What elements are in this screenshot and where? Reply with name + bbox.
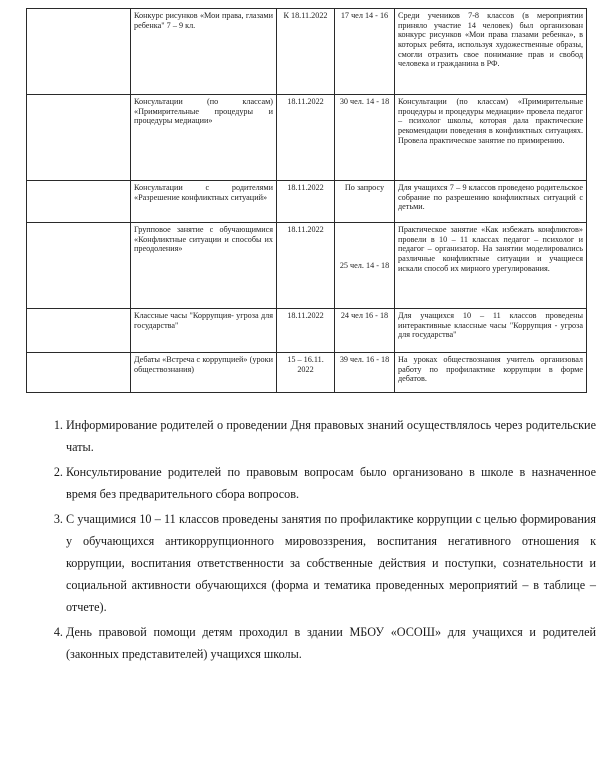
participants-cell: 24 чел 16 - 18 [335,309,395,353]
result-cell: Практическое занятие «Как избежать конфликтов» провели в 10 – 11 классах педагог – психолог и педагог – организатор. На занятии моделировались различные конфликтные ситуации и учащиеся искали способ их мирного урегулирования. [395,223,587,309]
event-cell: Классные часы "Коррупция- угроза для государства" [131,309,277,353]
date-cell: К 18.11.2022 [277,9,335,95]
event-cell: Групповое занятие с обучающимися «Конфликтные ситуации и способы их преодоления» [131,223,277,309]
list-item: 3. С учащимися 10 – 11 классов проведены занятия по профилактике коррупции с целью формирования у обучающихся антикоррупционного мировоззрения, воспитания негативного отношения к коррупции, воспитания ответственности за собственные действия и поступки, сознательности и социальной активности обучающихся (форма и тематика проведенных мероприятий – в таблице – отчете). [66,508,596,618]
result-cell: Для учащихся 10 – 11 классов проведены интерактивные классные часы "Коррупция - угроза для государства" [395,309,587,353]
empty-cell [27,353,131,393]
empty-cell [27,181,131,223]
events-table [26,8,587,393]
empty-cell [27,309,131,353]
table-row [27,223,587,309]
event-cell: Консультации с родителями «Разрешение конфликтных ситуаций» [131,181,277,223]
date-cell: 18.11.2022 [277,181,335,223]
participants-cell: 25 чел. 14 - 18 [335,223,395,309]
event-cell: Конкурс рисунков «Мои права, глазами ребенка" 7 – 9 кл. [131,9,277,95]
table-row [27,95,587,181]
event-cell: Дебаты «Встреча с коррупцией» (уроки обществознания) [131,353,277,393]
result-cell: Для учащихся 7 – 9 классов проведено родительское собрание по разрешению конфликтных ситуаций с детьми. [395,181,587,223]
table-row [27,9,587,95]
result-cell: Консультации (по классам) «Примирительные процедуры и процедуры медиации» провела педагог – психолог школы, которая дала практические рекомендации поведения в конфликтных ситуациях. Провела практическое занятие по примирению. [395,95,587,181]
empty-cell [27,9,131,95]
result-cell: На уроках обществознания учитель организовал работу по профилактике коррупции в форме дебатов. [395,353,587,393]
date-cell: 18.11.2022 [277,95,335,181]
participants-cell: 30 чел. 14 - 18 [335,95,395,181]
list-item: 4. День правовой помощи детям проходил в здании МБОУ «ОСОШ» для учащихся и родителей (законных представителей) учащихся школы. [66,621,596,665]
empty-cell [27,95,131,181]
participants-cell: По запросу [335,181,395,223]
notes-list [40,414,596,668]
date-cell: 18.11.2022 [277,223,335,309]
table-row [27,309,587,353]
table-row [27,353,587,393]
table-row [27,181,587,223]
empty-cell [27,223,131,309]
list-item: 1. Информирование родителей о проведении Дня правовых знаний осуществлялось через родительские чаты. [66,414,596,458]
participants-cell: 39 чел. 16 - 18 [335,353,395,393]
result-cell: Среди учеников 7-8 классов (в мероприятии приняло участие 14 человек) был организован конкурс рисунков «Мои права глазами ребенка», в которых ребята, используя художественные образы, смогли отразить свое понимание прав и свобод человека и гражданина в РФ. [395,9,587,95]
participants-cell: 17 чел 14 - 16 [335,9,395,95]
list-item: 2. Консультирование родителей по правовым вопросам было организовано в школе в назначенное время без предварительного сбора вопросов. [66,461,596,505]
date-cell: 18.11.2022 [277,309,335,353]
event-cell: Консультации (по классам) «Примирительные процедуры и процедуры медиации» [131,95,277,181]
date-cell: 15 – 16.11. 2022 [277,353,335,393]
